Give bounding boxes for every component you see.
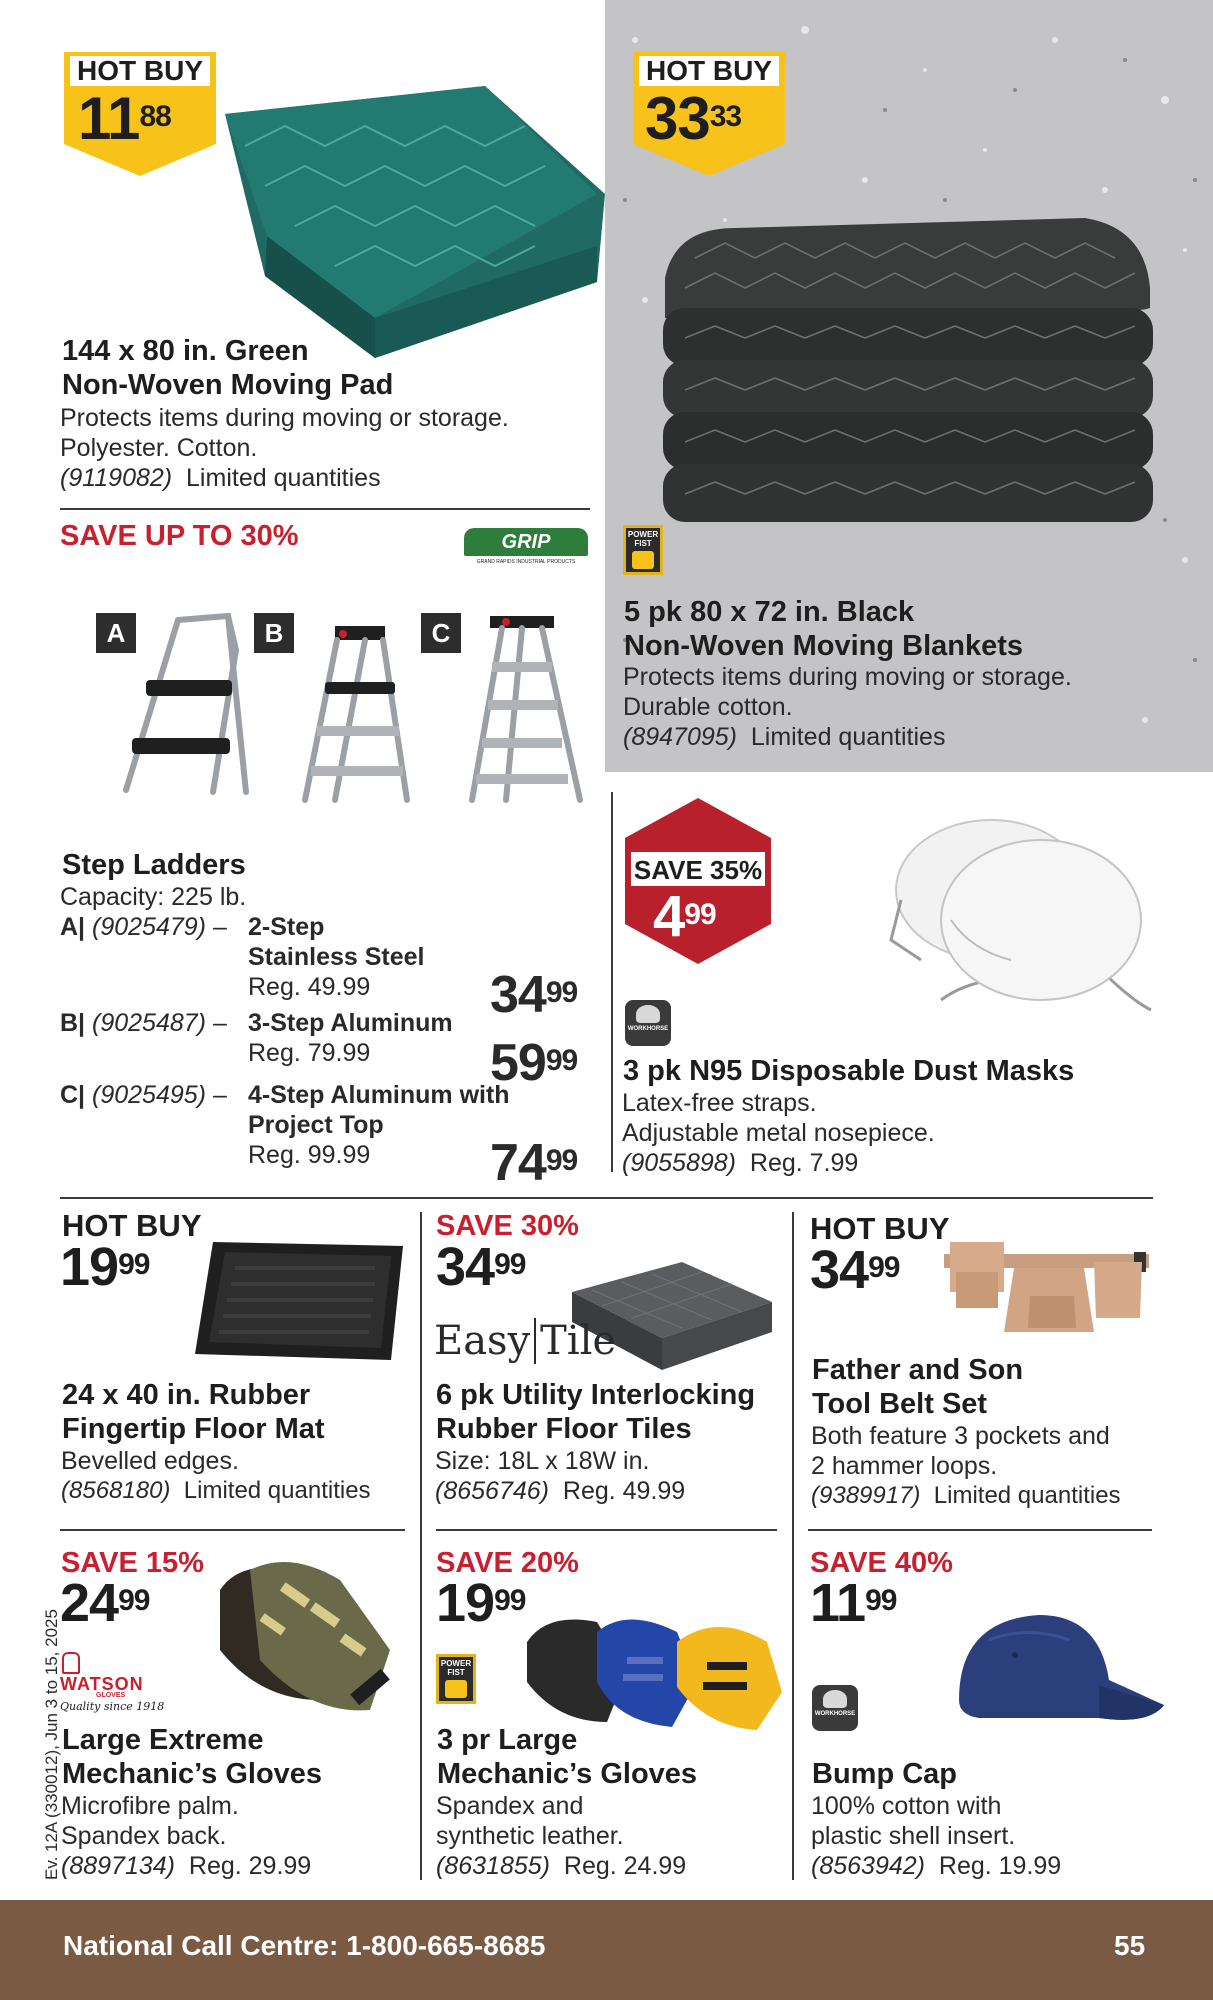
divider-middle	[60, 1197, 1153, 1199]
workhorse-logo	[625, 1000, 671, 1046]
side-note: Ev. 12A (330012), Jun 3 to 15, 2025	[42, 1609, 61, 1880]
ladders-section	[0, 510, 605, 1190]
divider-row3-right	[808, 1529, 1152, 1531]
tool-belt-desc: Both feature 3 pockets and 2 hammer loops. (9389917) Limited quantities	[811, 1422, 1121, 1509]
ladder-b-image	[295, 610, 425, 810]
bump-cap-title: Bump Cap	[812, 1758, 957, 1790]
floor-tiles-section	[422, 1200, 792, 1530]
ladder-item-c: C| (9025495) – 4-Step Aluminum with Project Top Reg. 99.99 $74^{99}$	[60, 1081, 578, 1192]
call-centre-text[interactable]: National Call Centre: 1-800-665-8685	[63, 1930, 546, 1961]
green-moving-pad-image	[225, 86, 605, 358]
ladder-letter-a: A	[96, 613, 136, 653]
black-blankets-title: 5 pk 80 x 72 in. Black Non-Woven Moving Blankets	[624, 596, 1024, 662]
grip-logo	[464, 528, 588, 576]
watson-logo-subtext: GLOVES	[96, 1692, 126, 1699]
mech-gloves-image	[517, 1612, 787, 1732]
power-fist-logo	[623, 525, 663, 575]
black-moving-blankets-image	[655, 218, 1155, 528]
floor-tiles-price: $34^{99}$	[436, 1237, 526, 1297]
green-pad-desc: Protects items during moving or storage. Polyester. Cotton. (9119082) Limited quantities	[60, 404, 509, 492]
glove-icon	[62, 1652, 80, 1674]
fist-icon	[445, 1680, 467, 1698]
mech-gloves-section	[422, 1540, 792, 1895]
extreme-gloves-save-label: SAVE 15%	[61, 1547, 204, 1579]
watson-logo-text: WATSON	[60, 1674, 144, 1694]
mech-gloves-price: $19^{99}$	[436, 1573, 526, 1633]
page-number: 55	[1114, 1930, 1146, 1961]
dust-masks-section	[613, 772, 1213, 1192]
tool-belt-image	[944, 1232, 1149, 1342]
ladder-a-price: $34^{99}$	[490, 966, 578, 1024]
horse-icon	[823, 1690, 847, 1708]
workhorse-logo	[812, 1685, 858, 1731]
page-footer	[0, 1900, 1213, 2000]
dust-masks-image	[881, 810, 1161, 1020]
mech-gloves-desc: Spandex and synthetic leather. (8631855) Reg. 24.99	[436, 1792, 687, 1880]
dust-masks-save-label: SAVE 35%	[633, 855, 763, 885]
black-blankets-desc: Protects items during moving or storage. Durable cotton. (8947095) Limited quantities	[623, 663, 1072, 751]
tool-belt-title: Father and Son Tool Belt Set	[812, 1354, 1024, 1420]
floor-mat-desc: Bevelled edges. (8568180) Limited quantities	[61, 1447, 371, 1504]
bump-cap-price: $11^{99}$	[810, 1573, 897, 1633]
ladder-item-b: B| (9025487) – 3-Step Aluminum Reg. 79.99 $59^{99}$	[60, 1009, 578, 1092]
dust-masks-desc: Latex-free straps. Adjustable metal nosepiece. (9055898) Reg. 7.99	[622, 1089, 935, 1177]
ladder-letter-c: C	[421, 613, 461, 653]
ladder-a-image	[118, 610, 258, 800]
floor-tiles-desc: Size: 18L x 18W in. (8656746) Reg. 49.99	[435, 1447, 686, 1505]
power-fist-logo-text: POWER FIST	[627, 530, 659, 548]
ladder-b-price: $59^{99}$	[490, 1034, 578, 1092]
ladder-c-image	[462, 610, 592, 810]
floor-mat-hot-label: HOT BUY	[62, 1208, 202, 1243]
divider-row3-left	[60, 1529, 405, 1531]
extreme-gloves-title: Large Extreme Mechanic’s Gloves	[62, 1724, 323, 1790]
hot-buy-price: $11^{88}$	[78, 85, 171, 152]
watson-gloves-logo	[60, 1652, 165, 1713]
power-fist-logo-text: POWER FIST	[440, 1659, 472, 1677]
watson-logo-tagline: Quality since 1918	[60, 1700, 165, 1713]
tool-belt-section	[794, 1200, 1213, 1530]
ladders-capacity: Capacity: 225 lb.	[60, 883, 247, 911]
power-fist-logo	[436, 1654, 476, 1704]
hot-buy-label: HOT BUY	[77, 55, 203, 86]
floor-tiles-save-label: SAVE 30%	[436, 1210, 579, 1242]
dust-masks-title: 3 pk N95 Disposable Dust Masks	[623, 1055, 1075, 1087]
easytile-logo: Easy Tile	[434, 1318, 617, 1364]
floor-tiles-title: 6 pk Utility Interlocking Rubber Floor Tiles	[436, 1379, 756, 1445]
tool-belt-price: $34^{99}$	[810, 1240, 900, 1300]
green-pad-title: 144 x 80 in. Green Non-Woven Moving Pad	[62, 335, 394, 401]
fist-icon	[632, 551, 654, 569]
grip-logo-subtext: GRAND RAPIDS INDUSTRIAL PRODUCTS	[476, 559, 576, 565]
bump-cap-image	[949, 1600, 1169, 1730]
bump-cap-section	[794, 1540, 1213, 1895]
workhorse-logo-text: WORKHORSE	[814, 1711, 856, 1717]
horse-icon	[636, 1005, 660, 1023]
tool-belt-hot-label: HOT BUY	[810, 1211, 950, 1246]
extreme-gloves-price: $24^{99}$	[60, 1573, 150, 1633]
ladder-letter-b: B	[254, 613, 294, 653]
extreme-gloves-image	[200, 1550, 400, 1720]
hot-buy-label: HOT BUY	[646, 55, 772, 86]
mech-gloves-title: 3 pr Large Mechanic’s Gloves	[437, 1724, 698, 1790]
grip-logo-text: GRIP	[464, 528, 588, 556]
floor-mat-price: $19^{99}$	[60, 1237, 150, 1297]
extreme-gloves-desc: Microfibre palm. Spandex back. (8897134) Reg. 29.99	[61, 1792, 312, 1880]
hot-buy-badge	[633, 52, 785, 176]
floor-mat-image	[195, 1242, 405, 1362]
hot-buy-badge	[64, 52, 216, 176]
divider-row3-mid	[436, 1529, 777, 1531]
mech-gloves-save-label: SAVE 20%	[436, 1547, 579, 1579]
ladder-c-price: $74^{99}$	[490, 1134, 578, 1192]
extreme-gloves-section	[0, 1540, 410, 1895]
workhorse-logo-text: WORKHORSE	[627, 1026, 669, 1032]
ladders-save-label: SAVE UP TO 30%	[60, 520, 299, 552]
green-pad-section	[0, 0, 605, 510]
dust-masks-price: $4^{99}$	[653, 884, 716, 949]
ladder-item-a: A| (9025479) – 2-Step Stainless Steel Reg. 49.99 $34^{99}$	[60, 913, 578, 1024]
black-blankets-section	[605, 0, 1213, 772]
bump-cap-desc: 100% cotton with plastic shell insert. (8563942) Reg. 19.99	[811, 1792, 1062, 1880]
hot-buy-price: $33^{33}$	[645, 85, 742, 152]
floor-mat-section	[0, 1200, 410, 1530]
floor-mat-title: 24 x 40 in. Rubber Fingertip Floor Mat	[62, 1379, 325, 1445]
bump-cap-save-label: SAVE 40%	[810, 1547, 953, 1579]
ladders-title: Step Ladders	[62, 849, 246, 881]
